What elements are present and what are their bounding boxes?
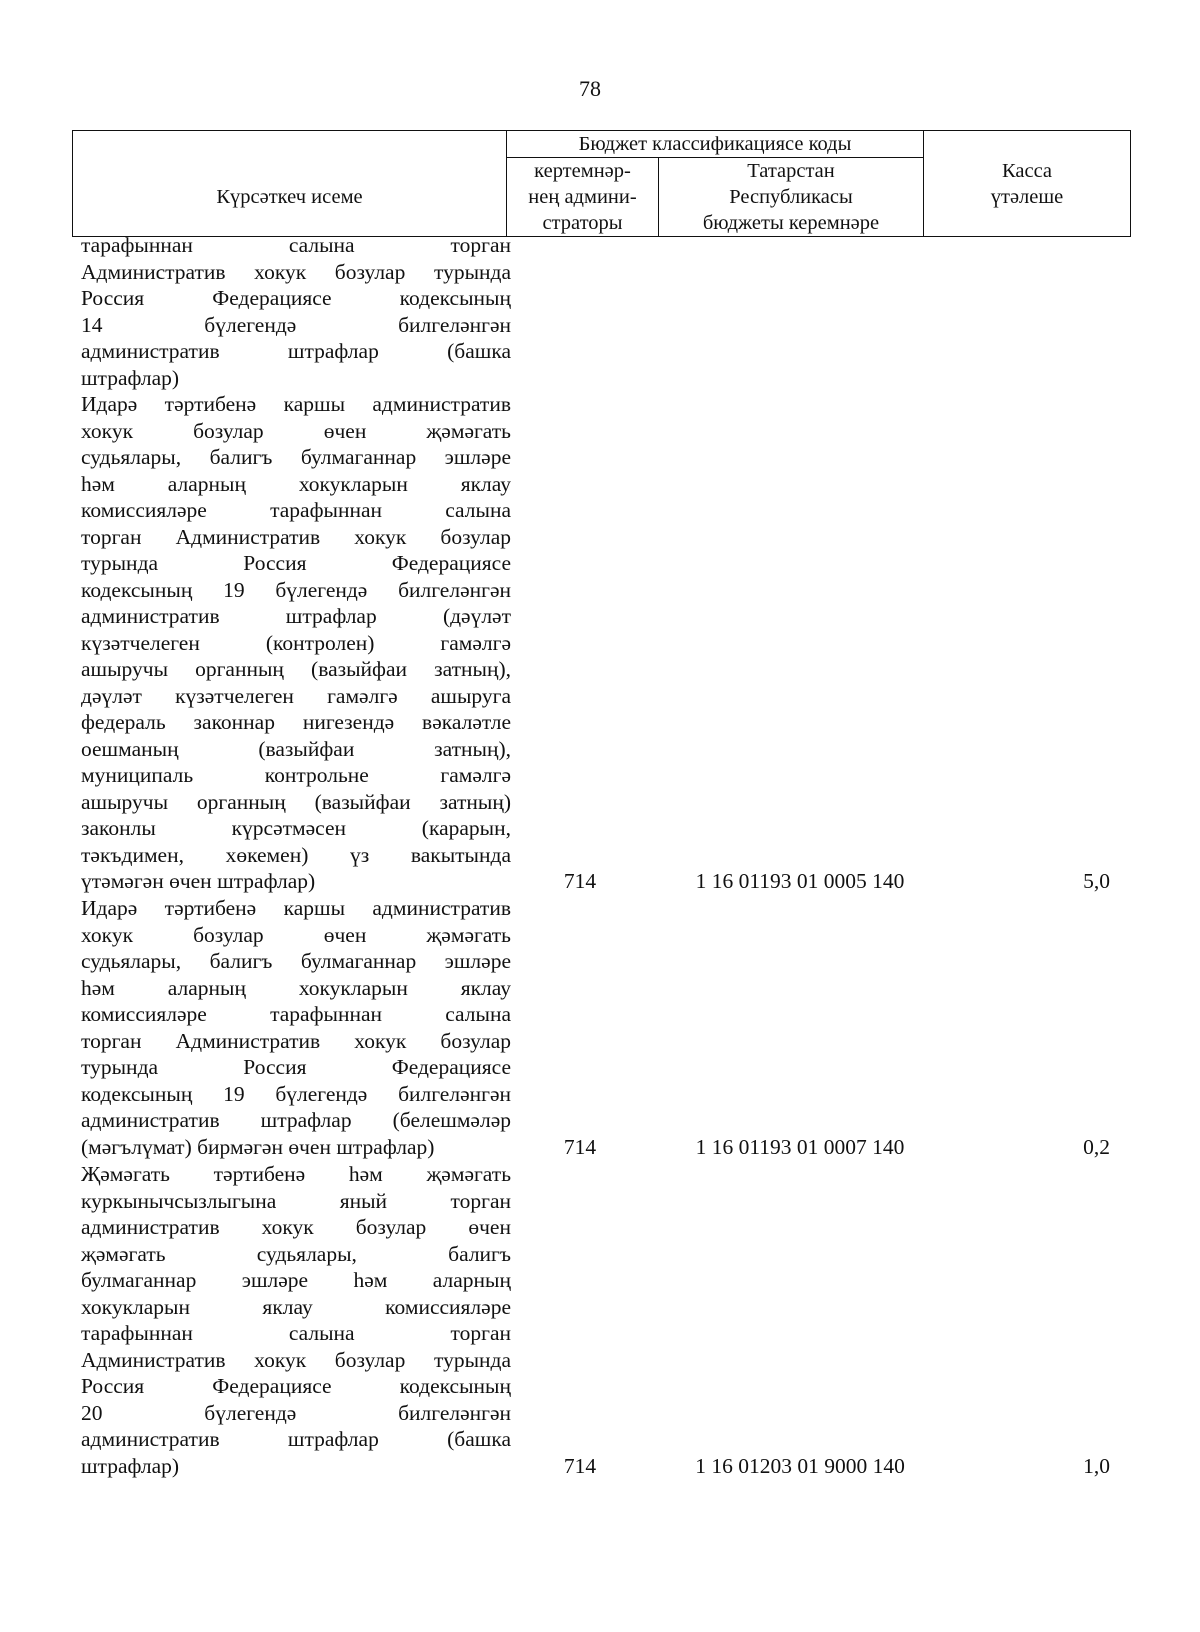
description-line: муниципаль контрольне гамәлгә [81, 763, 511, 787]
budget-code: 1 16 01193 01 0007 140 [695, 1135, 905, 1159]
description-line: хокук бозулар өчен җәмәгать [81, 418, 511, 443]
admin-code: 714 [563, 1454, 597, 1478]
header-revenue-line: Республикасы [729, 186, 853, 208]
description-line: Административ хокук бозулар турында [81, 259, 511, 284]
budget-code: 1 16 01203 01 9000 140 [695, 1454, 905, 1478]
description-line: күзәтчелеген (контролен) гамәлгә [81, 630, 511, 655]
description-line: кодексының 19 бүлегендә билгеләнгән [81, 577, 511, 602]
description-line: тарафыннан салына торган [81, 233, 511, 257]
description-line: Россия Федерациясе кодексының [81, 286, 511, 310]
row-description [81, 391, 511, 895]
description-line: һәм аларның хокукларын яклау [81, 471, 511, 496]
description-line: административ штрафлар (башка [81, 1427, 511, 1451]
row-description [81, 232, 511, 391]
description-line: торган Административ хокук бозулар [81, 1028, 511, 1053]
cash-amount: 1,0 [1083, 1454, 1110, 1478]
row-description [81, 1161, 511, 1479]
description-line: законлы күрсәтмәсен (карарын, [81, 816, 511, 840]
description-line: Җәмәгать тәртибенә һәм җәмәгать [81, 1162, 511, 1186]
header-admin-line: страторы [542, 212, 623, 234]
description-line: оешманың (вазыйфаи затның), [81, 736, 511, 761]
header-revenue-line: Татарстан [747, 160, 835, 182]
description-line: дәүләт күзәтчелеген гамәлгә ашыруга [81, 683, 511, 708]
description-line: (мәгълүмат) бирмәгән өчен штрафлар) [81, 1134, 435, 1159]
description-line: турында Россия Федерациясе [81, 551, 511, 575]
description-line: торган Административ хокук бозулар [81, 524, 511, 549]
description-line: булмаганнар эшләре һәм аларның [81, 1268, 511, 1292]
row-description [81, 895, 511, 1160]
description-line: ашыручы органның (вазыйфаи затның) [81, 789, 511, 814]
header-cash-execution [924, 131, 1131, 237]
page-number: 78 [579, 76, 601, 101]
description-line: Административ хокук бозулар турында [81, 1347, 511, 1372]
header-administrators [507, 158, 659, 237]
description-line: комиссияләре тарафыннан салына [81, 1002, 511, 1026]
description-line: административ штрафлар (дәүләт [81, 604, 511, 628]
header-indicator-name: Күрсәткеч исеме [73, 131, 507, 237]
description-line: Россия Федерациясе кодексының [81, 1374, 511, 1398]
admin-code: 714 [563, 869, 597, 893]
description-line: Идарә тәртибенә каршы административ [81, 896, 511, 920]
header-revenue-line: бюджеты керемнәре [702, 212, 880, 234]
description-line: штрафлар) [81, 1453, 180, 1478]
description-line: куркынычсызлыгына яный торган [81, 1188, 511, 1213]
description-line: судьялары, балигъ булмаганнар эшләре [81, 445, 511, 469]
table-header [72, 130, 1131, 237]
description-line: судьялары, балигъ булмаганнар эшләре [81, 949, 511, 973]
description-line: административ штрафлар (белешмәләр [81, 1108, 511, 1132]
description-line: турында Россия Федерациясе [81, 1055, 511, 1079]
budget-code: 1 16 01193 01 0005 140 [695, 869, 905, 893]
description-line: тарафыннан салына торган [81, 1321, 511, 1345]
header-cash-line: Касса [1001, 159, 1053, 182]
description-line: ашыручы органның (вазыйфаи затның), [81, 657, 511, 681]
description-line: хокук бозулар өчен җәмәгать [81, 922, 511, 947]
description-line: җәмәгать судьялары, балигъ [81, 1241, 511, 1266]
description-line: штрафлар) [81, 365, 180, 390]
header-revenues [659, 158, 924, 237]
description-line: һәм аларның хокукларын яклау [81, 975, 511, 1000]
description-line: хокукларын яклау комиссияләре [81, 1294, 511, 1319]
description-line: 14 бүлегендә билгеләнгән [81, 312, 511, 337]
description-line: административ хокук бозулар өчен [81, 1215, 511, 1239]
description-line: 20 бүлегендә билгеләнгән [81, 1400, 511, 1425]
description-line: кодексының 19 бүлегендә билгеләнгән [81, 1081, 511, 1106]
header-cash-line: үтәлеше [990, 185, 1064, 208]
cash-amount: 0,2 [1083, 1135, 1110, 1159]
description-line: административ штрафлар (башка [81, 339, 511, 363]
description-line: үтәмәгән өчен штрафлар) [81, 869, 316, 893]
header-admin-line: кертемнәр- [534, 160, 631, 182]
description-line: тәкъдимен, хөкемен) үз вакытында [81, 842, 511, 867]
admin-code: 714 [563, 1135, 597, 1159]
header-admin-line: нең админи- [528, 186, 637, 208]
header-budget-code-group: Бюджет классификациясе коды [507, 131, 924, 158]
cash-amount: 5,0 [1083, 869, 1110, 893]
description-line: комиссияләре тарафыннан салына [81, 498, 511, 522]
description-line: Идарә тәртибенә каршы административ [81, 392, 511, 416]
description-line: федераль законнар нигезендә вәкаләтле [81, 710, 511, 734]
